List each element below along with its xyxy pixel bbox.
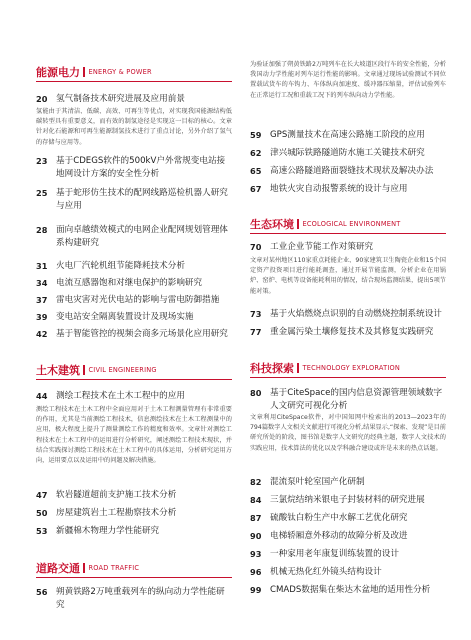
section-divider-bar bbox=[297, 363, 299, 373]
toc-entry-lead[interactable] bbox=[36, 93, 232, 106]
toc-entry[interactable] bbox=[250, 326, 446, 339]
page-number: 37 bbox=[36, 295, 48, 305]
page-number: 25 bbox=[36, 188, 48, 198]
toc-entry[interactable] bbox=[36, 586, 232, 611]
article-title: 硫酸钛白粉生产中水解工艺优化研究 bbox=[270, 513, 408, 523]
toc-entry[interactable] bbox=[36, 294, 232, 307]
section-divider-bar bbox=[83, 563, 85, 573]
page-number: 59 bbox=[250, 130, 262, 140]
section-divider-bar bbox=[297, 219, 299, 229]
page-number: 67 bbox=[250, 184, 262, 194]
page-number: 62 bbox=[250, 148, 262, 158]
article-abstract: 氢能由于其清洁、低碳、高效、可再生等优点，对实现我国能源结构低碳转型具有重要意义，而有效的制氢途径是实现这一目标的核心。文章针对化石能源和可再生能源制氢技术进行了重点讨论，另外介绍了氢气的存储与应用等。 bbox=[36, 108, 232, 146]
toc-entry[interactable] bbox=[250, 183, 446, 196]
article-title: 基于火焰燃烧点识别的自动燃烧控制系统设计 bbox=[270, 309, 442, 319]
section-title-zh: 道路交通 bbox=[36, 562, 80, 575]
article-title: GPS测量技术在高速公路施工阶段的应用 bbox=[270, 130, 425, 140]
section-header-energy bbox=[36, 64, 232, 78]
section-divider-bar bbox=[83, 365, 85, 375]
section-rule bbox=[36, 577, 232, 578]
toc-entry[interactable] bbox=[36, 277, 232, 290]
page-number: 96 bbox=[250, 567, 262, 577]
section-title-en: ENERGY & POWER bbox=[88, 68, 152, 76]
page-number: 47 bbox=[36, 490, 48, 500]
article-title: 变电站安全隔离装置设计及现场实施 bbox=[56, 312, 194, 322]
page-number: 77 bbox=[250, 327, 262, 337]
article-title: 电梯轿厢意外移动的故障分析及改进 bbox=[270, 531, 408, 541]
article-title: 面向卓越绩效模式的电网企业配网规划管理体系构建研究 bbox=[56, 225, 228, 248]
page-number: 34 bbox=[36, 278, 48, 288]
toc-entry[interactable] bbox=[36, 260, 232, 273]
section-header-eco bbox=[250, 216, 446, 230]
toc-entry-lead[interactable] bbox=[250, 387, 446, 412]
page-number: 39 bbox=[36, 312, 48, 322]
section-title-zh: 生态环境 bbox=[250, 218, 294, 231]
article-title: 三氯烷结纳米银电子封装材料的研究进展 bbox=[270, 495, 425, 505]
article-title: 基于蛇形仿生技术的配网线路巡检机器人研究与应用 bbox=[56, 188, 228, 211]
toc-entry[interactable] bbox=[250, 530, 446, 543]
toc-entry[interactable] bbox=[250, 548, 446, 561]
page-number: 73 bbox=[250, 309, 262, 319]
article-abstract: 文章利用CiteSpace软件，对中国知网中检索出的2013—2023年的794篇数字人文相关文献进行可视化分析,结果显示,“探索、发现”是目前研究所处的阶段，图书馆是数字人文研究的经典主题，数字人文技术的实践应用，技术算法的优化以及学科融合建设或许是未来的热点话题。 bbox=[250, 414, 446, 452]
article-title: 氢气制备技术研究进展及应用前景 bbox=[56, 94, 185, 104]
section-title-en: TECHNOLOGY EXPLORATION bbox=[302, 364, 401, 372]
article-title: 房屋建筑岩土工程勘察技术分析 bbox=[56, 508, 177, 518]
toc-entry[interactable] bbox=[250, 165, 446, 178]
article-title: 一种家用老年康复训练装置的设计 bbox=[270, 549, 399, 559]
section-title-en: ROAD TRAFFIC bbox=[88, 564, 140, 572]
page-number: 50 bbox=[36, 508, 48, 518]
section-rule bbox=[250, 377, 446, 378]
page-number: 82 bbox=[250, 477, 262, 487]
article-abstract: 测绘工程技术在土木工程中全面应用对于土木工程测量管理有非常重要的作用，尤其是当前测绘工程技术，信息测绘技术在土木工程测量中的应用，极大程度上提升了测量测绘工作的精度和效率。文章针对测绘工程技术在土木工程中的运用进行分析研究，阐述测绘工程技术现状，并结合实践探讨测绘工程技术在土木工程中的具体运用，分析研究运用方向，运用要点以及运用中的问题及解决措施。 bbox=[36, 406, 232, 465]
article-title: 软岩隧道超前支护施工技术分析 bbox=[56, 490, 177, 500]
toc-entry[interactable] bbox=[250, 566, 446, 579]
toc-entry[interactable] bbox=[250, 494, 446, 507]
article-title: 机械无热化红外镜头结构设计 bbox=[270, 567, 382, 577]
toc-entry[interactable] bbox=[250, 512, 446, 525]
page-number: 87 bbox=[250, 513, 262, 523]
page-number: 99 bbox=[250, 585, 262, 595]
section-header-road bbox=[36, 560, 232, 574]
toc-entry[interactable] bbox=[250, 584, 446, 597]
section-title-zh: 科技探索 bbox=[250, 362, 294, 375]
section-divider-bar bbox=[83, 67, 85, 77]
page-number: 53 bbox=[36, 526, 48, 536]
toc-entry[interactable] bbox=[36, 507, 232, 520]
article-title: 朔黄铁路2万吨重载列车的纵向动力学性能研究 bbox=[56, 587, 225, 610]
toc-entry[interactable] bbox=[250, 129, 446, 142]
section-header-civil bbox=[36, 362, 232, 376]
article-abstract: 为验证加强了朔黄铁路2万吨列车在长大坡道区段行车的安全性能，分析我国动力学性能对列车运行性能的影响。文章通过现场试验测试不同位置载试货车的车钩力、车体纵向加速度、缓冲器压缩量，评估试验列车在正常运行工况和重载工况下的列车纵向动力学性能。 bbox=[250, 61, 446, 99]
article-title: 基于智能管控的视频会商多元场景化应用研究 bbox=[56, 329, 228, 339]
article-title: 工业企业节能工作对策研究 bbox=[270, 242, 374, 252]
section-rule bbox=[250, 233, 446, 234]
article-title: 津兴城际铁路隧道防水施工关键技术研究 bbox=[270, 148, 425, 158]
page-number: 44 bbox=[36, 391, 48, 401]
article-title: 地铁火灾自动报警系统的设计与应用 bbox=[270, 184, 408, 194]
page-number: 65 bbox=[250, 166, 262, 176]
page-number: 31 bbox=[36, 261, 48, 271]
toc-entry-lead[interactable] bbox=[250, 241, 446, 254]
page-number: 28 bbox=[36, 225, 48, 235]
article-title: CMADS数据集在柴达木盆地的适用性分析 bbox=[270, 585, 431, 595]
section-rule bbox=[36, 81, 232, 82]
page-number: 70 bbox=[250, 242, 262, 252]
article-title: 火电厂汽轮机组节能降耗技术分析 bbox=[56, 261, 185, 271]
page-number: 23 bbox=[36, 156, 48, 166]
article-abstract: 文章对某州地区110家重点耗能企业、90家建筑卫生陶瓷企业和15个国定资产投资项目进行能耗调查，通过开展节能监测，分析企业在用锅炉、窑炉、电机等设备能耗利用的情况，结合现场监测结果，提出5项节能对策。 bbox=[250, 257, 446, 295]
toc-entry[interactable] bbox=[36, 311, 232, 324]
article-title: 重金属污染土壤修复技术及其修复实践研究 bbox=[270, 327, 434, 337]
toc-entry[interactable] bbox=[250, 476, 446, 489]
article-title: 雷电灾害对光伏电站的影响与雷电防御措施 bbox=[56, 295, 220, 305]
page-number: 93 bbox=[250, 549, 262, 559]
page-number: 90 bbox=[250, 531, 262, 541]
section-rule bbox=[36, 379, 232, 380]
article-title: 电流互感器饱和对继电保护的影响研究 bbox=[56, 278, 203, 288]
article-title: 基于CiteSpace的国内信息资源管理领域数字人文研究可视化分析 bbox=[270, 388, 443, 411]
section-title-en: ECOLOGICAL ENVIRONMENT bbox=[302, 220, 401, 228]
toc-entry[interactable] bbox=[36, 489, 232, 502]
section-title-zh: 能源电力 bbox=[36, 66, 80, 79]
article-title: 混流泵叶轮室国产化研制 bbox=[270, 477, 365, 487]
toc-entry[interactable] bbox=[250, 308, 446, 321]
toc-entry[interactable] bbox=[36, 155, 232, 180]
page-number: 56 bbox=[36, 587, 48, 597]
page-number: 84 bbox=[250, 495, 262, 505]
toc-entry[interactable] bbox=[36, 525, 232, 538]
toc-entry[interactable] bbox=[36, 224, 232, 249]
article-title: 测绘工程技术在土木工程中的应用 bbox=[56, 391, 185, 401]
toc-entry[interactable] bbox=[250, 147, 446, 160]
section-header-tech bbox=[250, 360, 446, 374]
page-number: 80 bbox=[250, 388, 262, 398]
toc-entry[interactable] bbox=[36, 328, 232, 341]
toc-entry[interactable] bbox=[36, 187, 232, 212]
page-number: 20 bbox=[36, 94, 48, 104]
section-title-en: CIVIL ENGINEERING bbox=[88, 366, 157, 374]
article-title: 新疆棉木物理力学性能研究 bbox=[56, 526, 160, 536]
toc-entry-lead[interactable] bbox=[36, 390, 232, 403]
article-title: 基于CDEGS软件的500kV户外常规变电站接地网设计方案的安全性分析 bbox=[56, 156, 226, 179]
page-number: 42 bbox=[36, 329, 48, 339]
article-title: 高速公路隧道路面裂缝技术现状及解决办法 bbox=[270, 166, 434, 176]
section-title-zh: 土木建筑 bbox=[36, 364, 80, 377]
